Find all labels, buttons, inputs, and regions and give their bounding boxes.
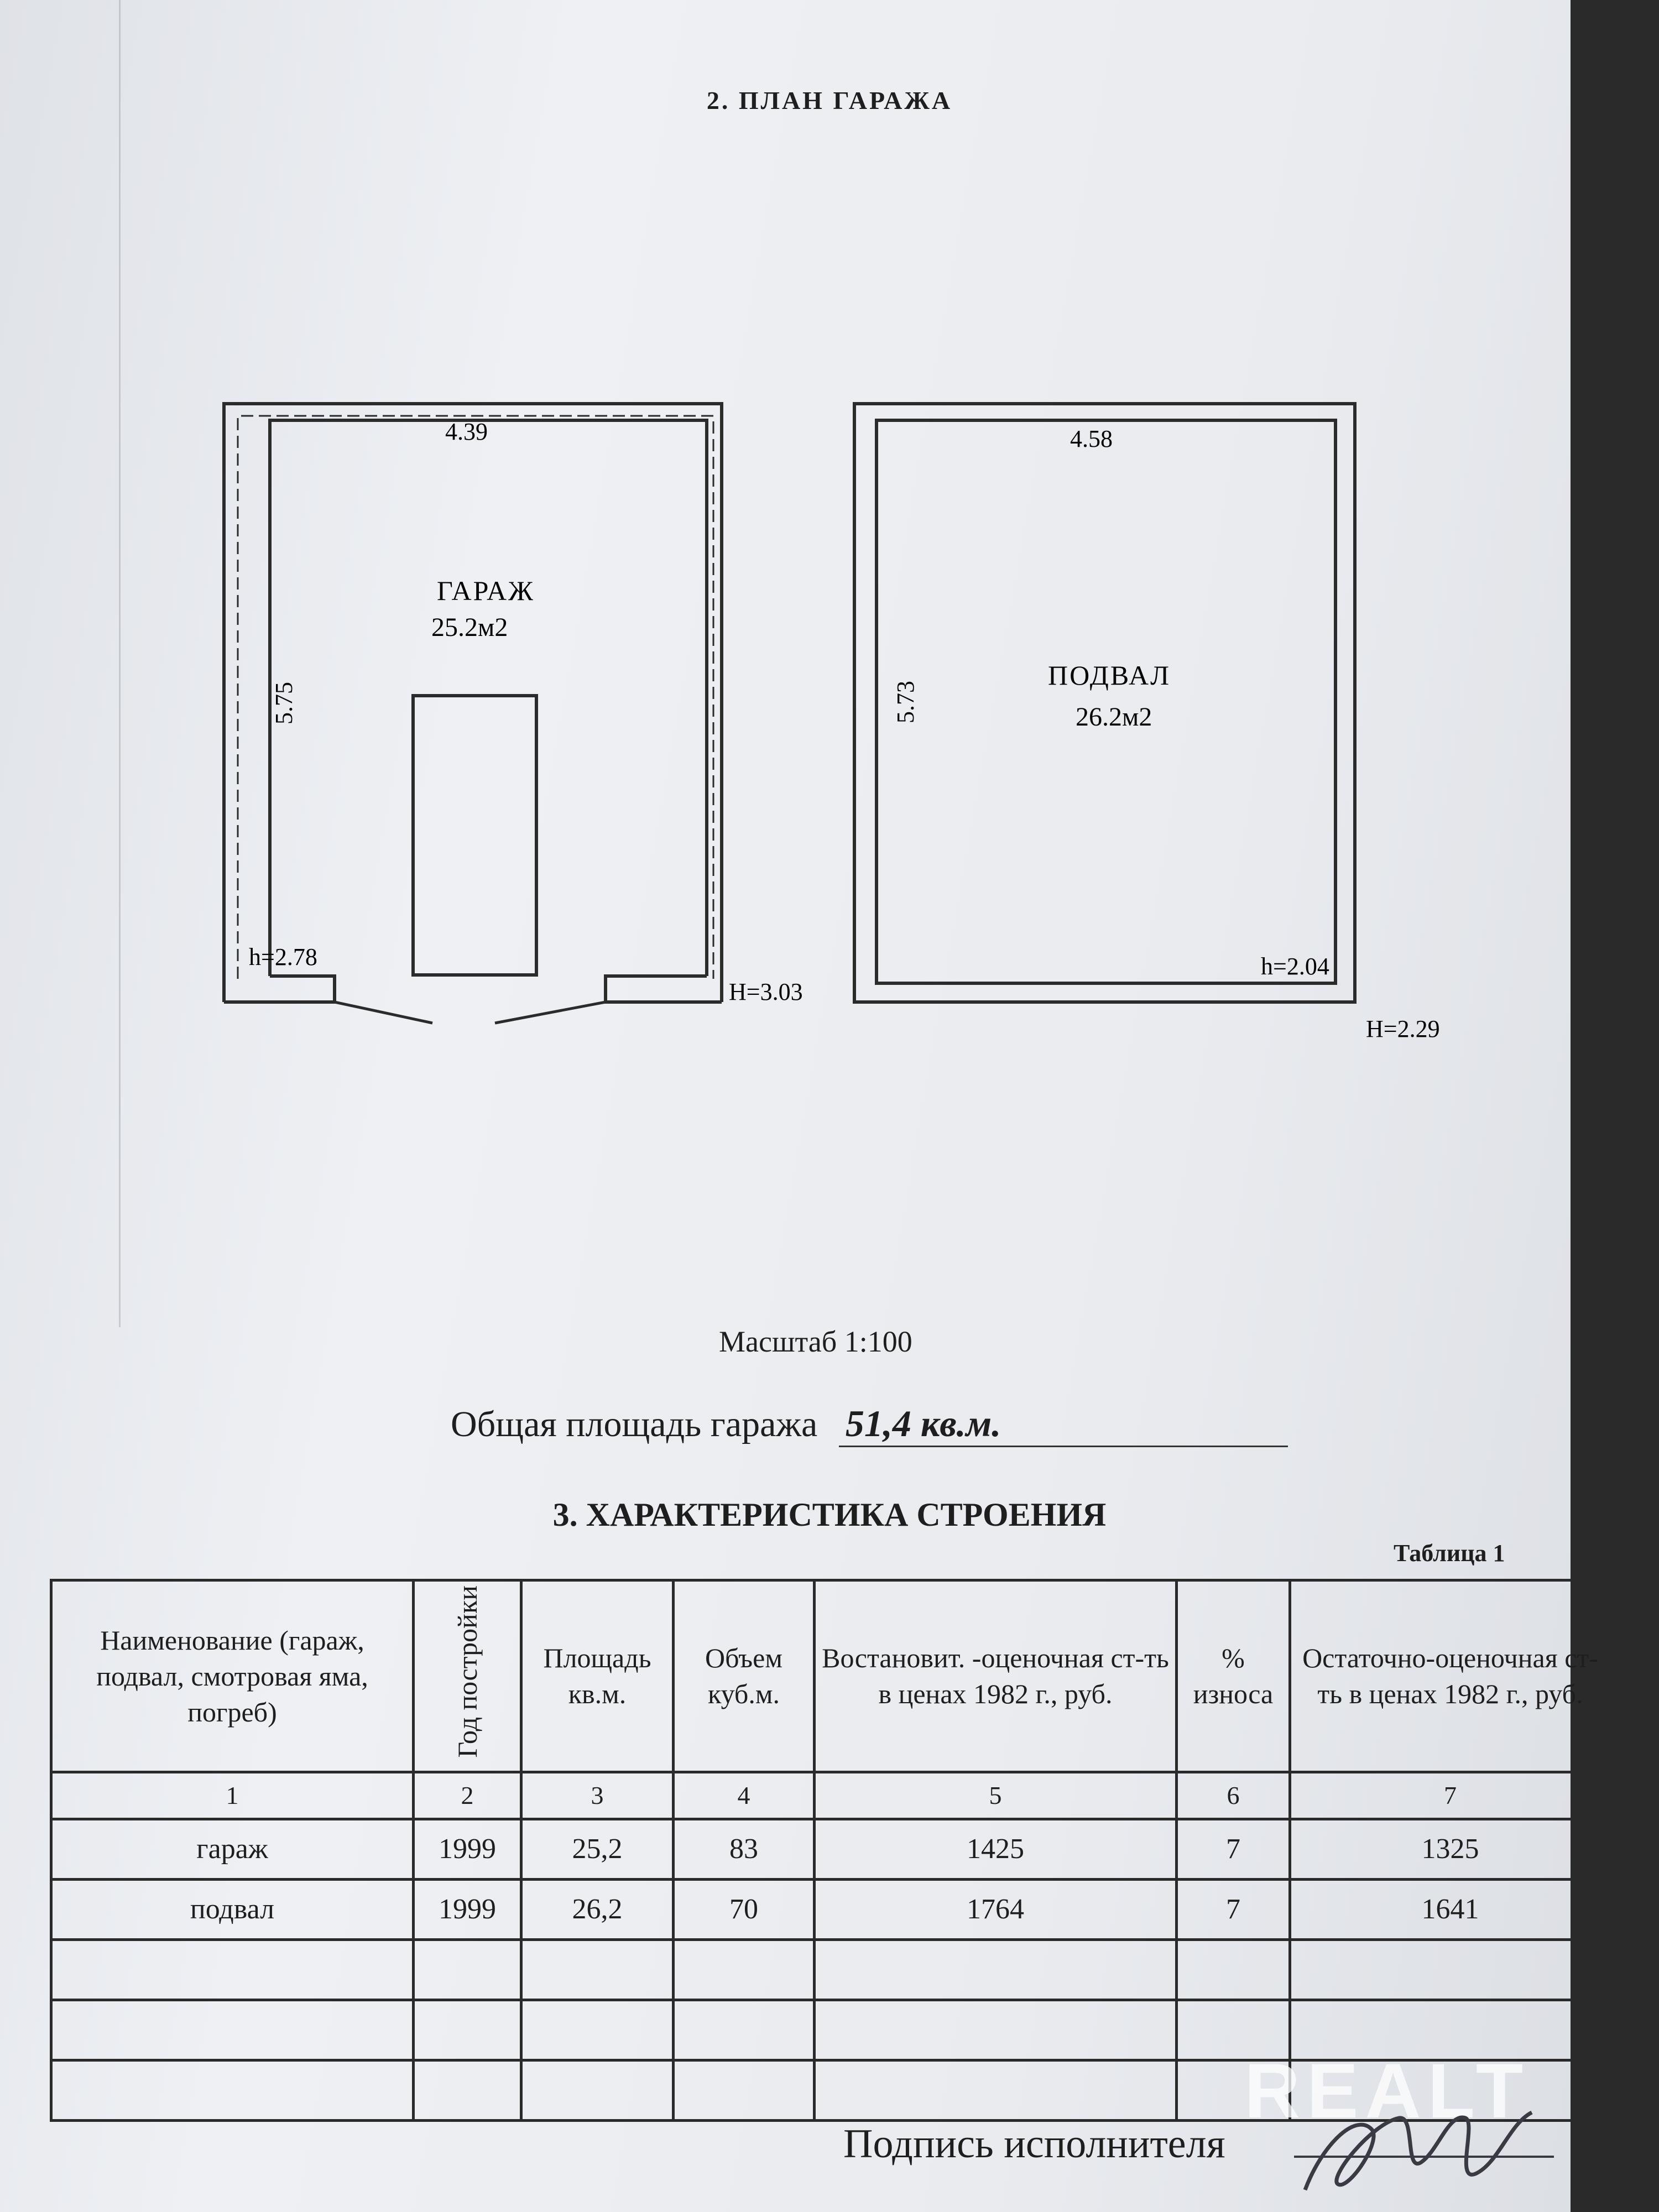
empty-row <box>51 1940 1611 2000</box>
cell-restore-cost: 1764 <box>815 1880 1177 1940</box>
header-year-text: Год постройки <box>451 1585 483 1758</box>
cell-name: гараж <box>51 1819 414 1880</box>
col-num: 7 <box>1290 1772 1611 1819</box>
col-num: 2 <box>414 1772 521 1819</box>
col-num: 3 <box>521 1772 674 1819</box>
header-name: Наименование (гараж, подвал, смотровая яма, погреб) <box>51 1580 414 1772</box>
header-wear: % износа <box>1177 1580 1290 1772</box>
cell-restore-cost: 1425 <box>815 1819 1177 1880</box>
scale-label: Масштаб 1:100 <box>719 1325 912 1358</box>
garage-length-label: 5.75 <box>270 682 298 724</box>
col-num: 1 <box>51 1772 414 1819</box>
cell-wear: 7 <box>1177 1819 1290 1880</box>
cell-volume: 70 <box>674 1880 815 1940</box>
cell-name: подвал <box>51 1880 414 1940</box>
cell-area: 26,2 <box>521 1880 674 1940</box>
realt-watermark: REALT <box>1244 2047 1530 2134</box>
garage-room-name: ГАРАЖ <box>437 575 535 606</box>
col-num: 6 <box>1177 1772 1290 1819</box>
basement-room-name: ПОДВАЛ <box>1048 660 1171 691</box>
garage-inner-height: h=2.78 <box>249 943 317 971</box>
cell-residual-cost: 1641 <box>1290 1880 1611 1940</box>
table-header-row <box>51 1580 1611 1772</box>
cell-volume: 83 <box>674 1819 815 1880</box>
header-residual-cost: Остаточно-оценочная ст-ть в ценах 1982 г., руб. <box>1290 1580 1611 1772</box>
signature-label: Подпись исполнителя <box>843 2121 1225 2167</box>
header-volume: Объем куб.м. <box>674 1580 815 1772</box>
col-num: 5 <box>815 1772 1177 1819</box>
cell-residual-cost: 1325 <box>1290 1819 1611 1880</box>
garage-width-label: 4.39 <box>445 418 488 445</box>
basement-length-label: 5.73 <box>892 681 919 723</box>
inspection-pit <box>413 696 536 975</box>
garage-walls <box>224 404 722 1023</box>
column-number-row <box>51 1772 1611 1819</box>
total-area-label: Общая площадь гаража <box>451 1404 818 1444</box>
plan-title: 2. ПЛАН ГАРАЖА <box>706 86 953 114</box>
section-title: 3. ХАРАКТЕРИСТИКА СТРОЕНИЯ <box>552 1496 1107 1533</box>
table-row <box>51 1880 1611 1940</box>
basement-area-label: 26.2м2 <box>1076 702 1152 732</box>
basement-outer-height: H=2.29 <box>1366 1015 1440 1042</box>
total-area-value: 51,4 кв.м. <box>839 1402 1288 1447</box>
handwritten-signature <box>1288 2079 1565 2212</box>
basement-width-label: 4.58 <box>1070 425 1113 452</box>
table-caption: Таблица 1 <box>1394 1540 1505 1567</box>
header-restore-cost: Востановит. -оценочная ст-ть в ценах 1982 г., руб. <box>815 1580 1177 1772</box>
cell-wear: 7 <box>1177 1880 1290 1940</box>
cell-year: 1999 <box>414 1819 521 1880</box>
header-year <box>414 1580 521 1772</box>
total-area-line <box>451 1402 1363 1447</box>
garage-outer-height: H=3.03 <box>729 978 803 1005</box>
cell-year: 1999 <box>414 1880 521 1940</box>
header-area: Площадь кв.м. <box>521 1580 674 1772</box>
basement-inner-height: h=2.04 <box>1261 953 1329 980</box>
cell-area: 25,2 <box>521 1819 674 1880</box>
garage-area-label: 25.2м2 <box>431 613 508 642</box>
table-row <box>51 1819 1611 1880</box>
characteristics-table <box>50 1579 1612 2122</box>
col-num: 4 <box>674 1772 815 1819</box>
